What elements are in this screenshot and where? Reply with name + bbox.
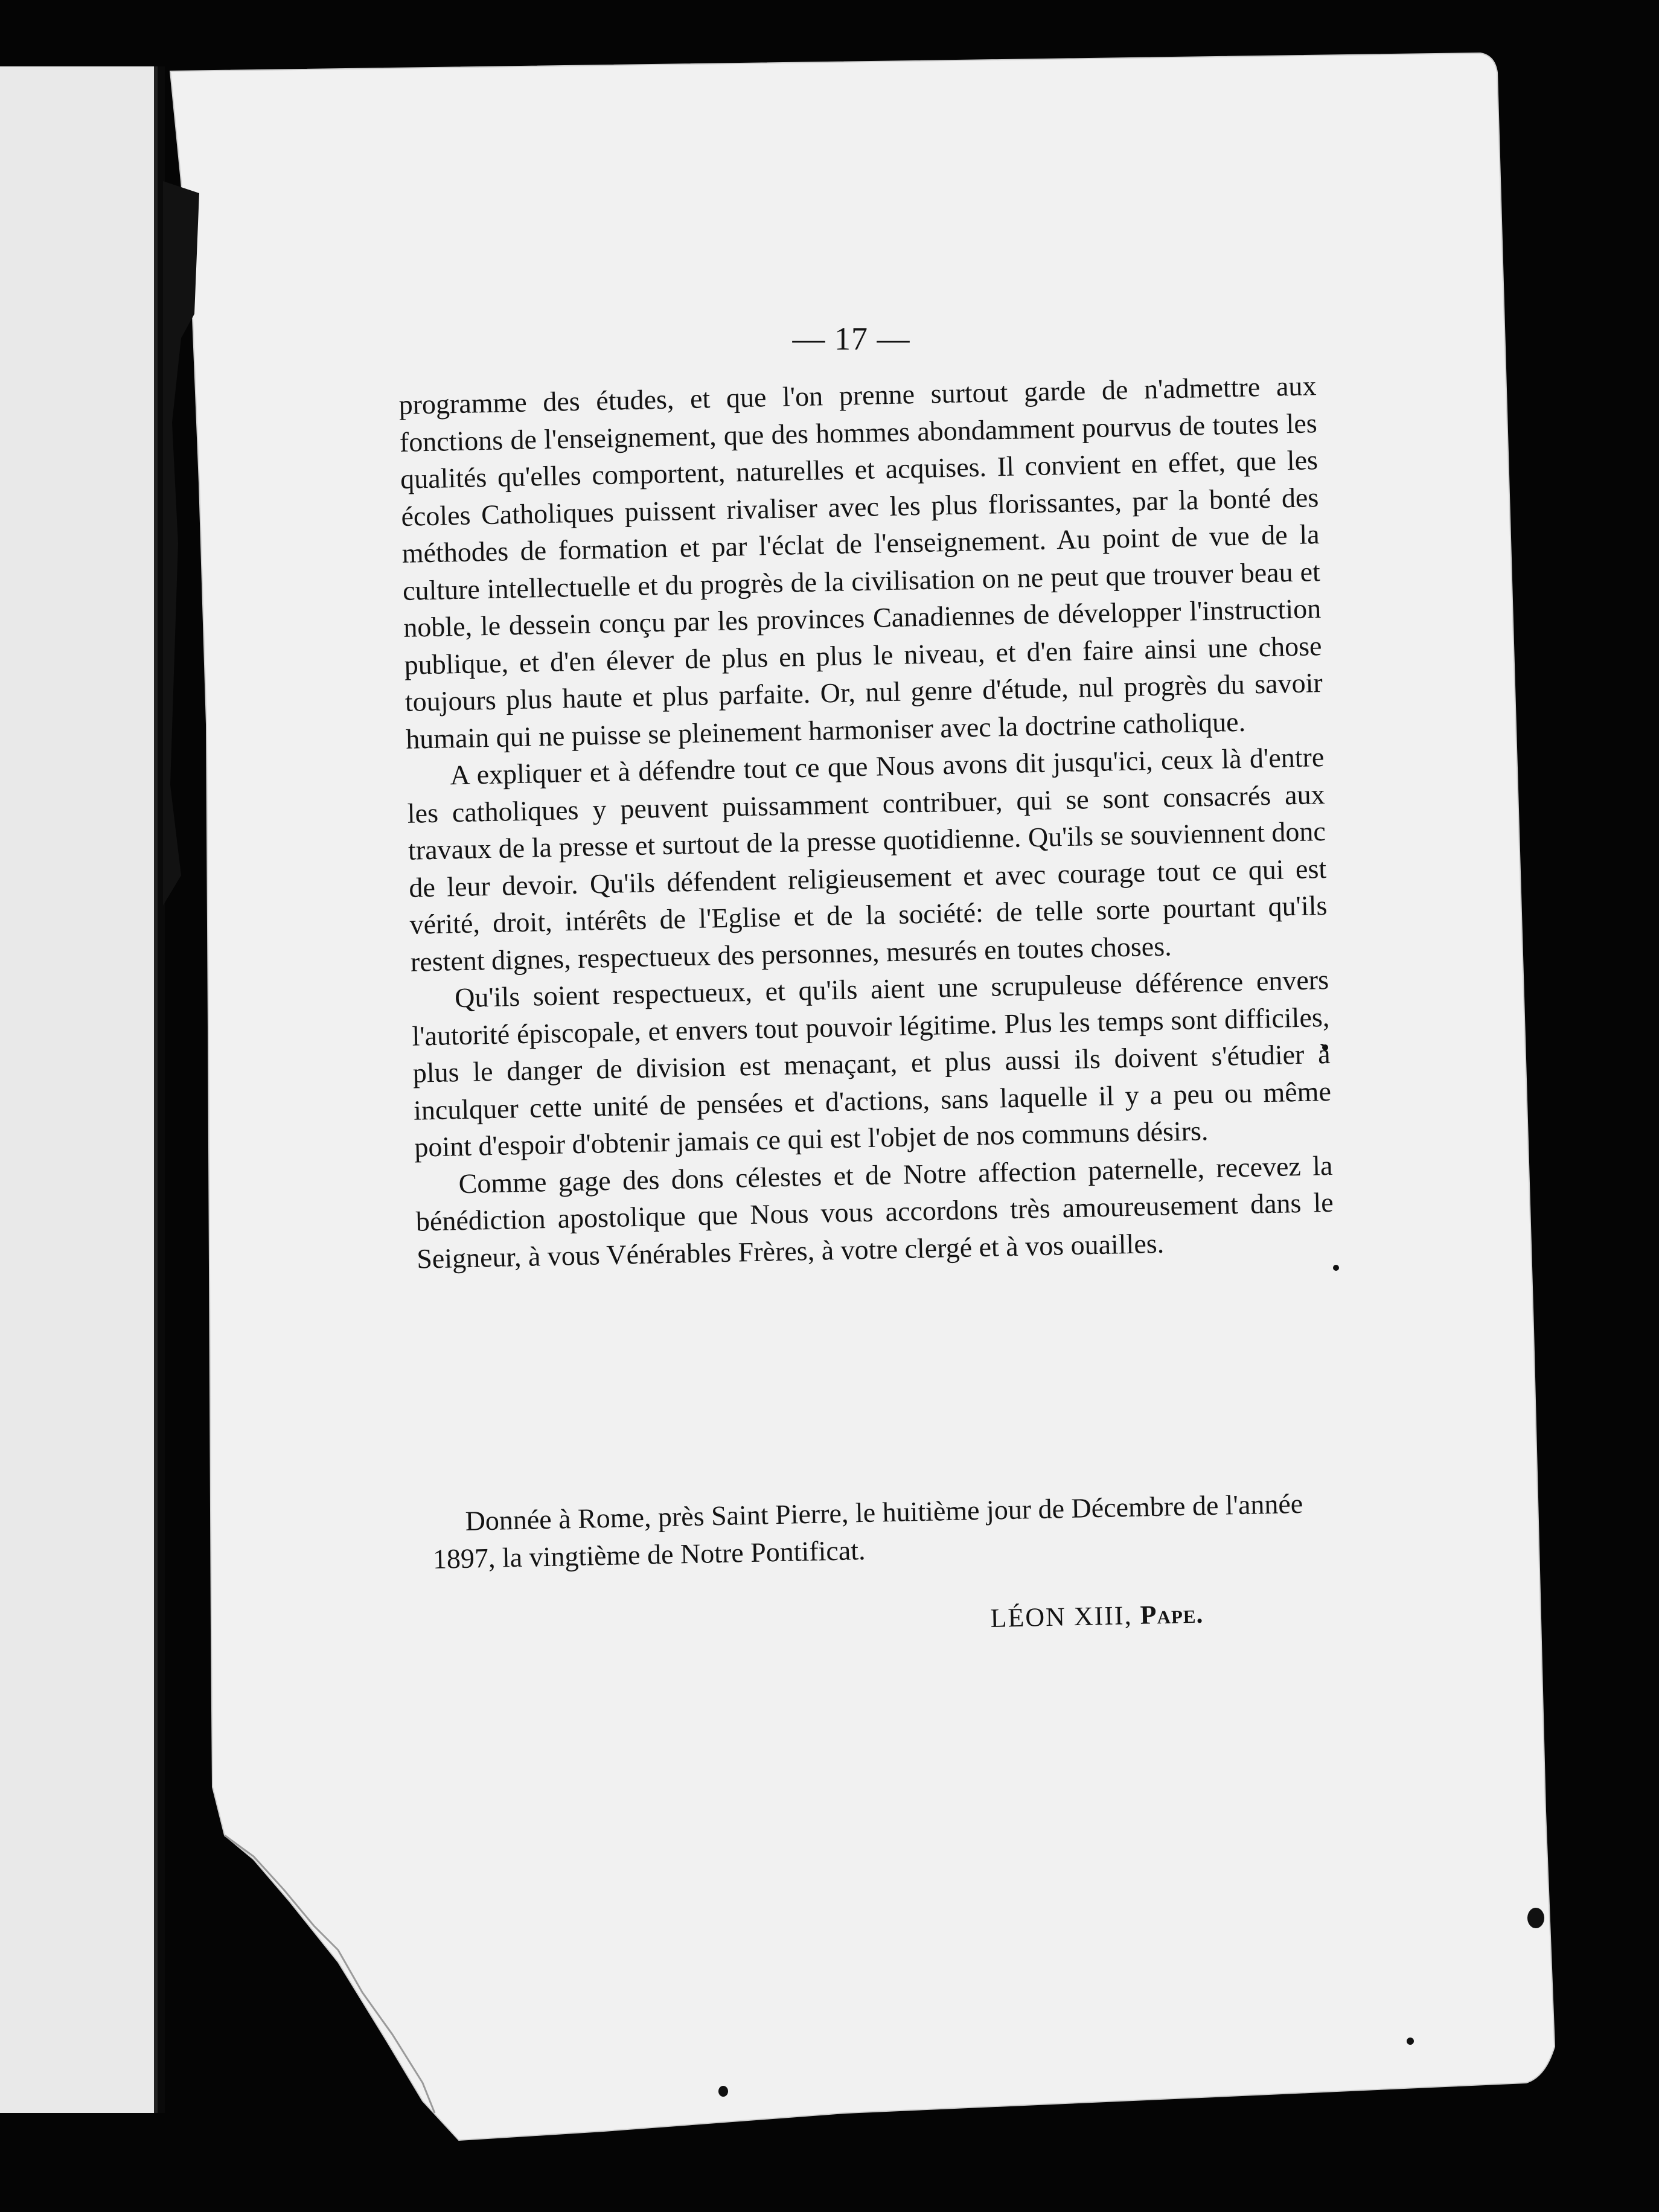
ink-speck	[1333, 1265, 1339, 1271]
paragraph: Qu'ils soient respectueux, et qu'ils aient une scrupuleuse déférence envers l'autorité épiscopale, et envers tout pouvoir légitime. Plus les temps sont difficiles, plus le danger de division est menaçant, et plus aussi ils doivent s'étudier à inculquer cette unité de pensées et d'actions, sans laquelle il y a peu ou même point d'espoir d'obtenir jamais ce qui est l'objet de nos communs désirs.	[412, 964, 1332, 1163]
page-number: — 17 —	[792, 321, 910, 357]
ink-speck	[718, 2086, 728, 2097]
paragraph: programme des études, et que l'on prenne surtout garde de n'admettre aux fonctions de l'enseignement, que des hommes abondamment pourvus de toutes les qualités qu'elles comportent, naturelles et acquises. Il convient en effet, que les écoles Catholiques puissent rivaliser avec les plus florissantes, par la bonté des méthodes de formation et par l'éclat de l'enseignement. Au point de vue de la culture intellectuelle et du progrès de la civilisation on ne peut que trouver beau et noble, le dessein conçu par les provinces Canadiennes de développer l'instruction publique, et d'en élever de plus en plus le niveau, et d'en faire ainsi une chose toujours plus haute et plus parfaite. Or, nul genre d'étude, nul progrès du savoir humain qui ne puisse se pleinement harmoniser avec la doctrine catholique.	[398, 370, 1323, 755]
ink-speck	[1527, 1908, 1544, 1928]
dateline: Donnée à Rome, près Saint Pierre, le huitième jour de Décembre de l'année 1897, la vingtième de Notre Pontificat.	[432, 1488, 1303, 1574]
paragraph: A expliquer et à défendre tout ce que Nous avons dit jusqu'ici, ceux là d'entre les catholiques y peuvent puissamment contribuer, qui se sont consacrés aux travaux de la presse et surtout de la presse quotidienne. Qu'ils se souviennent donc de leur devoir. Qu'ils défendent religieusement et avec courage tout ce qui est vérité, droit, intérêts de l'Eglise et de la société: de telle sorte pourtant qu'ils restent dignes, respectueux des personnes, mesurés en toutes choses.	[407, 741, 1328, 977]
ink-speck	[1407, 2038, 1414, 2045]
signature-title: Pape.	[1140, 1599, 1204, 1630]
body-text	[398, 367, 1335, 1277]
signature-name: LÉON XIII,	[990, 1600, 1133, 1633]
left-margin-dark-edge	[163, 181, 199, 906]
paragraph: Comme gage des dons célestes et de Notre affection paternelle, recevez la bénédiction apostolique que Nous vous accordons très amoureusement dans le Seigneur, à vous Vénérables Frères, à votre clergé et à vos ouailles.	[415, 1149, 1334, 1274]
